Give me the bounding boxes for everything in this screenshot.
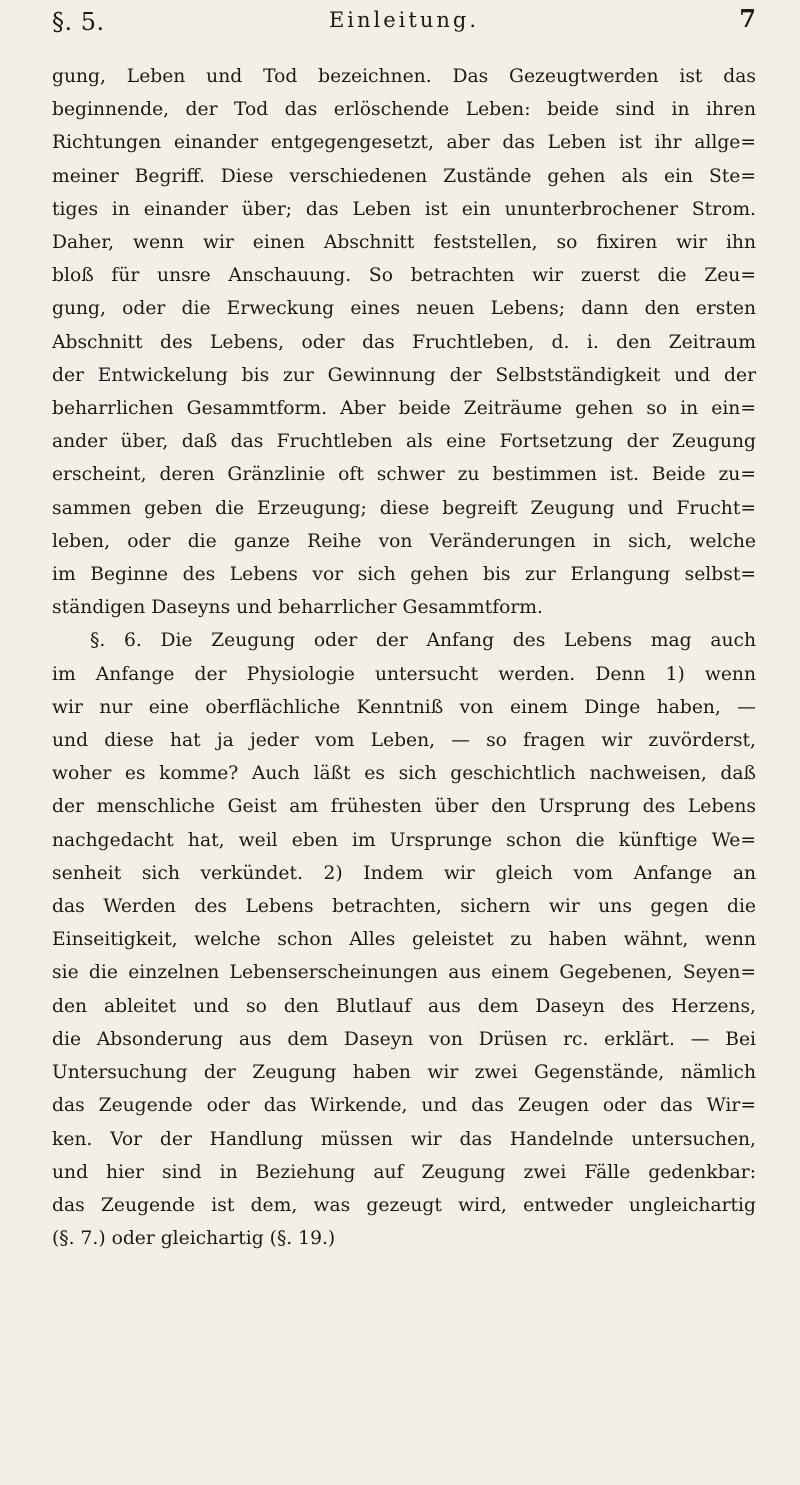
text-line: leben, oder die ganze Reihe von Veränderungen in sich, welche [52, 530, 756, 552]
text-line: sammen geben die Erzeugung; diese begreift Zeugung und Frucht= [52, 497, 756, 519]
text-line: gung, oder die Erweckung eines neuen Lebens; dann den ersten [52, 298, 756, 320]
text-line: die Absonderung aus dem Daseyn von Drüsen rc. erklärt. — Bei [52, 1028, 756, 1050]
text-line: Richtungen einander entgegengesetzt, aber das Leben ist ihr allge= [52, 132, 756, 154]
text-line: (§. 7.) oder gleichartig (§. 19.) [52, 1228, 336, 1250]
text-line: sie die einzelnen Lebenserscheinungen aus einem Gegebenen, Seyen= [52, 962, 756, 984]
text-line: im Beginne des Lebens vor sich gehen bis zur Erlangung selbst= [52, 564, 756, 586]
text-line: nachgedacht hat, weil eben im Ursprunge schon die künftige We= [52, 829, 756, 851]
text-line: der menschliche Geist am frühesten über den Ursprung des Lebens [52, 796, 756, 818]
body-text [52, 60, 756, 1255]
text-line: wir nur eine oberflächliche Kenntniß von einem Dinge haben, — [52, 696, 756, 718]
text-line: meiner Begriff. Diese verschiedenen Zustände gehen als ein Ste= [52, 165, 756, 187]
text-line: der Entwickelung bis zur Gewinnung der Selbstständigkeit und der [52, 364, 756, 386]
running-title: Einleitung. [328, 8, 480, 32]
text-line: bloß für unsre Anschauung. So betrachten wir zuerst die Zeu= [52, 265, 756, 287]
text-line: das Zeugende ist dem, was gezeugt wird, entweder ungleichartig [52, 1194, 756, 1216]
text-line: beginnende, der Tod das erlöschende Leben: beide sind in ihren [52, 99, 756, 121]
text-line: Einseitigkeit, welche schon Alles geleistet zu haben wähnt, wenn [52, 929, 756, 951]
text-line: ander über, daß das Fruchtleben als eine Fortsetzung der Zeugung [52, 431, 756, 453]
text-line: Abschnitt des Lebens, oder das Fruchtleben, d. i. den Zeitraum [52, 331, 756, 353]
text-line: das Zeugende oder das Wirkende, und das Zeugen oder das Wir= [52, 1095, 756, 1117]
text-line: §. 6. Die Zeugung oder der Anfang des Lebens mag auch [90, 630, 756, 652]
text-line: beharrlichen Gesammtform. Aber beide Zeiträume gehen so in ein= [52, 398, 756, 420]
text-line: ständigen Daseyns und beharrlicher Gesammtform. [52, 597, 543, 619]
text-line: und diese hat ja jeder vom Leben, — so fragen wir zuvörderst, [52, 730, 756, 752]
text-line: gung, Leben und Tod bezeichnen. Das Gezeugtwerden ist das [52, 66, 756, 87]
running-header [52, 4, 756, 64]
text-line: tiges in einander über; das Leben ist ein ununterbrochener Strom. [52, 198, 756, 220]
text-line: Untersuchung der Zeugung haben wir zwei Gegenstände, nämlich [52, 1062, 756, 1084]
text-line: und hier sind in Beziehung auf Zeugung zwei Fälle gedenkbar: [52, 1161, 756, 1183]
text-line: Daher, wenn wir einen Abschnitt feststellen, so fixiren wir ihn [52, 232, 756, 254]
text-line: das Werden des Lebens betrachten, sichern wir uns gegen die [52, 896, 756, 918]
text-line: ken. Vor der Handlung müssen wir das Handelnde untersuchen, [52, 1128, 756, 1150]
page-number: 7 [739, 4, 756, 33]
text-line: woher es komme? Auch läßt es sich geschichtlich nachweisen, daß [52, 763, 756, 785]
text-line: im Anfange der Physiologie untersucht werden. Denn 1) wenn [52, 663, 756, 685]
section-number: §. 5. [52, 8, 105, 36]
text-line: senheit sich verkündet. 2) Indem wir gleich vom Anfange an [52, 862, 756, 884]
text-line: den ableitet und so den Blutlauf aus dem Daseyn des Herzens, [52, 995, 756, 1017]
text-line: erscheint, deren Gränzlinie oft schwer zu bestimmen ist. Beide zu= [52, 464, 756, 486]
